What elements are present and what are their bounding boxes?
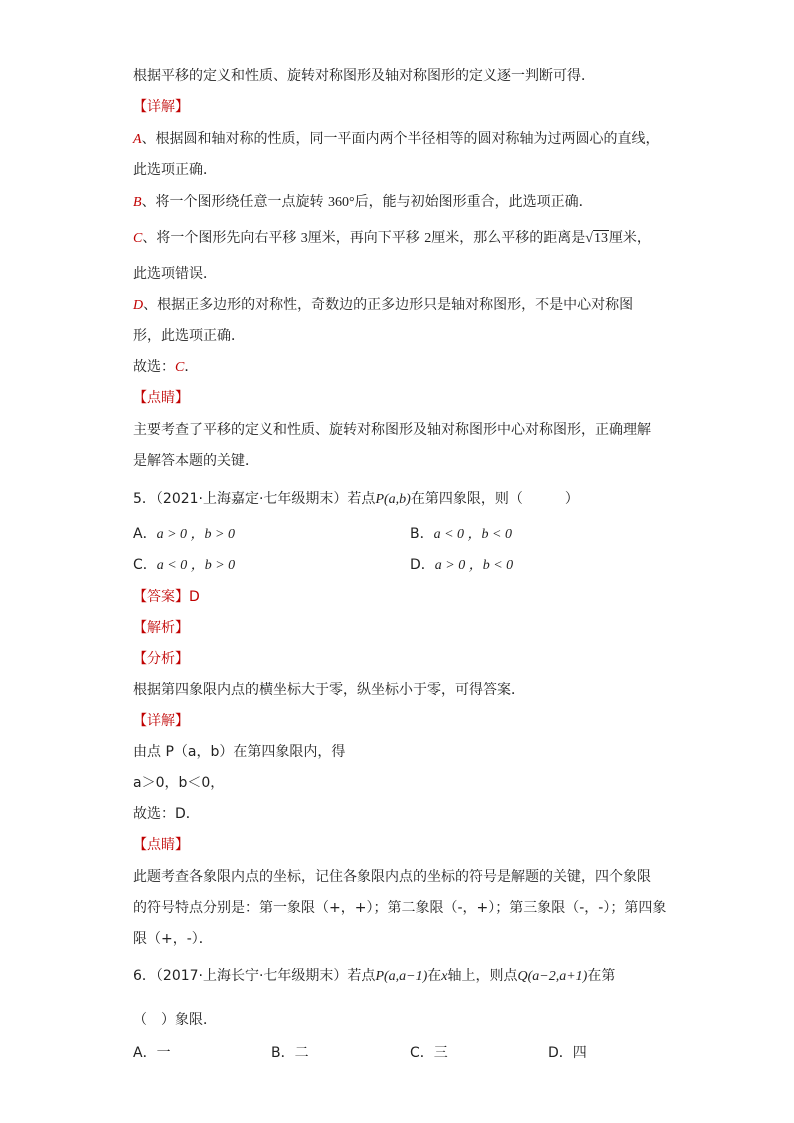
sqrt-radicand: 13 xyxy=(593,231,608,246)
q5-option-b xyxy=(410,524,512,545)
q6-stem-pre: 6．（2017·上海长宁·七年级期末）若点 xyxy=(133,968,376,984)
q4-comment-tag: 【点睛】 xyxy=(133,390,189,406)
shift-down-value: 2 xyxy=(424,231,432,246)
option-b-text-post: 后，能与初始图形重合，此选项正确． xyxy=(354,194,593,210)
q5-detail-line-1: 由点 P（a，b）在第四象限内，得 xyxy=(133,744,346,760)
q6-option-d: D．四 xyxy=(548,1045,587,1061)
q5-point: P(a,b) xyxy=(375,492,411,507)
q6-stem-post: 在第 xyxy=(587,968,616,984)
q5-analysis: 根据第四象限内点的横坐标大于零，纵坐标小于零，可得答案． xyxy=(133,682,525,698)
rotation-degree: 360° xyxy=(328,195,355,210)
q5-detail-tag: 【详解】 xyxy=(133,713,189,729)
q6-stem-line-2: （ ）象限． xyxy=(133,1012,217,1028)
option-b-text-pre: 、将一个图形绕任意一点旋转 xyxy=(141,194,329,210)
q5-stem-post: 在第四象限，则（ ） xyxy=(410,491,579,507)
option-c-text-3: 厘米，那么平移的距离是 xyxy=(431,230,586,246)
q5-option-c-label: C． xyxy=(133,557,157,573)
q6-stem-mid-1: 在 xyxy=(427,968,442,984)
q5-option-d-label: D． xyxy=(410,557,435,573)
q4-choose xyxy=(133,357,198,378)
detail-tag: 【详解】 xyxy=(133,99,189,115)
option-a-explanation xyxy=(133,129,660,150)
option-d-explanation xyxy=(133,295,633,316)
option-b-letter: B xyxy=(133,195,142,210)
q5-option-a-label: A． xyxy=(133,526,157,542)
option-c-text-4: 厘米， xyxy=(608,230,651,246)
option-a-letter: A xyxy=(133,132,142,147)
shift-right-value: 3 xyxy=(300,231,308,246)
q5-detail-line-2: a＞0，b＜0， xyxy=(133,775,225,791)
option-d-conclusion: 形，此选项正确． xyxy=(133,328,245,344)
q6-stem-mid-2: 轴上，则点 xyxy=(447,968,518,984)
q6-option-b: B．二 xyxy=(271,1045,309,1061)
q5-comment-line-3: 限（+，-）． xyxy=(133,931,213,947)
option-c-letter: C xyxy=(133,231,143,246)
q5-option-b-label: B． xyxy=(410,526,434,542)
q5-jiexi-tag: 【解析】 xyxy=(133,620,189,636)
option-c-explanation xyxy=(133,228,651,249)
q6-point-q: Q(a−2,a+1) xyxy=(517,969,588,984)
q6-option-a: A．一 xyxy=(133,1045,171,1061)
q5-stem-pre: 5．（2021·上海嘉定·七年级期末）若点 xyxy=(133,491,376,507)
option-a-conclusion: 此选项正确． xyxy=(133,162,217,178)
q4-comment-line-1: 主要考查了平移的定义和性质、旋转对称图形及轴对称图形中心对称图形，正确理解 xyxy=(133,422,651,438)
sqrt-expression: √13 xyxy=(585,231,608,246)
q5-option-a xyxy=(133,524,235,545)
q5-option-b-value: a < 0 ，b < 0 xyxy=(433,527,513,542)
option-b-explanation xyxy=(133,192,593,213)
q6-point-p: P(a,a−1) xyxy=(375,969,428,984)
option-c-conclusion: 此选项错误． xyxy=(133,266,217,282)
q5-answer: 【答案】D xyxy=(133,589,200,605)
q5-stem xyxy=(133,489,579,510)
option-c-text-1: 、将一个图形先向右平移 xyxy=(142,230,301,246)
q5-analysis-tag: 【分析】 xyxy=(133,651,189,667)
q4-comment-line-2: 是解答本题的关键． xyxy=(133,453,259,469)
q5-option-d xyxy=(410,555,513,576)
q5-option-c xyxy=(133,555,235,576)
q5-option-c-value: a < 0 ，b > 0 xyxy=(156,558,236,573)
option-d-text: 、根据正多边形的对称性，奇数边的正多边形只是轴对称图形，不是中心对称图 xyxy=(143,297,634,313)
q5-option-d-value: a > 0 ，b < 0 xyxy=(434,558,514,573)
q5-option-a-value: a > 0 ，b > 0 xyxy=(156,527,235,542)
q6-option-c: C．三 xyxy=(410,1045,448,1061)
option-c-text-2: 厘米，再向下平移 xyxy=(307,230,425,246)
choose-suffix: ． xyxy=(184,359,199,375)
option-a-text: 、根据圆和轴对称的性质，同一平面内两个半径相等的圆对称轴为过两圆心的直线， xyxy=(141,131,660,147)
intro-line: 根据平移的定义和性质、旋转对称图形及轴对称图形的定义逐一判断可得． xyxy=(133,68,595,84)
choose-prefix: 故选： xyxy=(133,359,175,375)
q5-comment-tag: 【点睛】 xyxy=(133,837,189,853)
q5-comment-line-1: 此题考查各象限内点的坐标，记住各象限内点的坐标的符号是解题的关键，四个象限 xyxy=(133,869,651,885)
q6-x-axis: x xyxy=(441,969,448,984)
q6-stem xyxy=(133,966,615,987)
option-d-letter: D xyxy=(133,298,144,313)
q5-choose: 故选：D． xyxy=(133,806,200,822)
choose-value: C xyxy=(175,360,185,375)
q5-comment-line-2: 的符号特点分别是：第一象限（+，+）；第二象限（-，+）；第三象限（-，-）；第四象 xyxy=(133,900,667,916)
